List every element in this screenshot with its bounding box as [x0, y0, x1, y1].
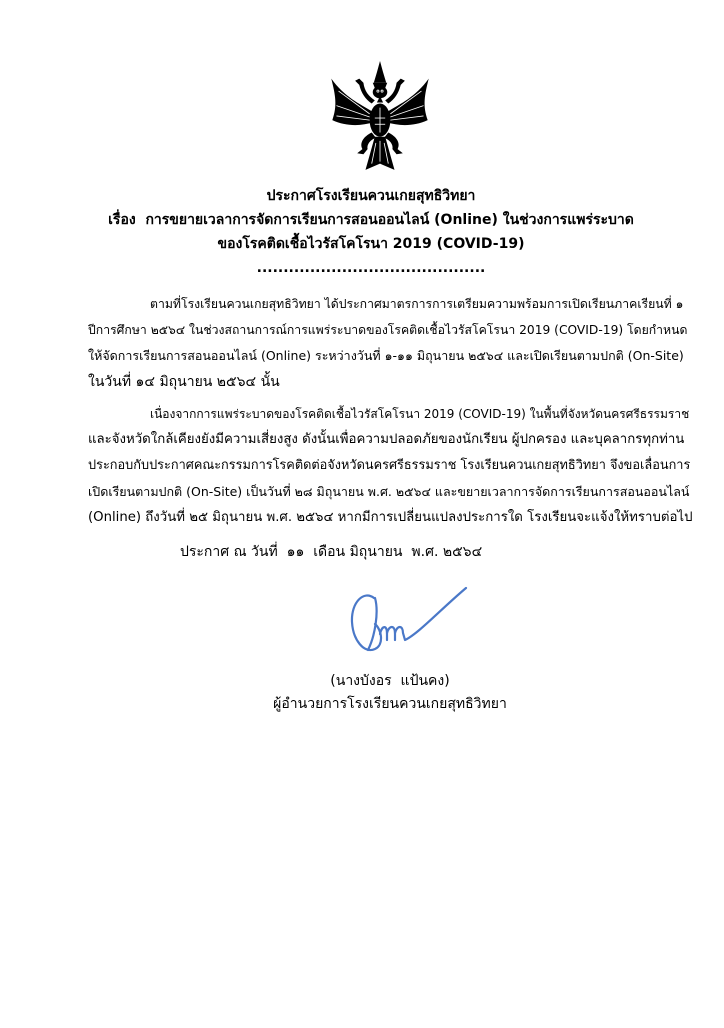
- paragraph-line: ปีการศึกษา ๒๕๖๔ ในช่วงสถานการณ์การแพร่ระบาดของโรคติดเชื้อไวรัสโคโรนา 2019 (COVID-19) โดยกำหนด: [88, 323, 688, 337]
- paragraph-decision: [88, 401, 692, 531]
- signatory-block: [190, 670, 590, 716]
- paragraph-line: เปิดเรียนตามปกติ (On-Site) เป็นวันที่ ๒๘ มิถุนายน พ.ศ. ๒๕๖๔ และขยายเวลาการจัดการเรียนการสอนออนไลน์: [88, 484, 690, 499]
- dotted-separator: ...........................................: [256, 260, 486, 276]
- announcement-header: [40, 184, 702, 280]
- garuda-emblem-icon: [328, 60, 432, 174]
- paragraph-line: ให้จัดการเรียนการสอนออนไลน์ (Online) ระหว่างวันที่ ๑-๑๑ มิถุนายน ๒๕๖๔ และเปิดเรียนตามปกติ (On-Site): [88, 348, 684, 363]
- subject-line: เรื่อง การขยายเวลาการจัดการเรียนการสอนออนไลน์ (Online) ในช่วงการแพร่ระบาด: [108, 212, 634, 228]
- signatory-position: ผู้อำนวยการโรงเรียนควนเกยสุทธิวิทยา: [273, 696, 507, 712]
- announcement-date: ประกาศ ณ วันที่ ๑๑ เดือน มิถุนายน พ.ศ. ๒๕๖๔: [180, 544, 483, 560]
- announcement-title: ประกาศโรงเรียนควนเกยสุทธิวิทยา: [266, 188, 476, 204]
- paragraph-background: [88, 291, 692, 395]
- signatory-name: (นางบังอร แป้นคง): [330, 673, 450, 689]
- signature-icon: [344, 582, 470, 662]
- paragraph-line: ประกอบกับประกาศคณะกรรมการโรคติดต่อจังหวัดนครศรีธรรมราช โรงเรียนควนเกยสุทธิวิทยา จึงขอเลื่อนการ: [88, 458, 691, 473]
- subject-line-continued: ของโรคติดเชื้อไวรัสโคโรนา 2019 (COVID-19): [217, 236, 525, 252]
- paragraph-line: ตามที่โรงเรียนควนเกยสุทธิวิทยา ได้ประกาศมาตรการการเตรียมความพร้อมการเปิดเรียนภาคเรียนที่ ๑: [150, 297, 684, 311]
- paragraph-line: ในวันที่ ๑๔ มิถุนายน ๒๕๖๔ นั้น: [88, 374, 280, 390]
- paragraph-line: เนื่องจากการแพร่ระบาดของโรคติดเชื้อไวรัสโคโรนา 2019 (COVID-19) ในพื้นที่จังหวัดนครศรีธรรมราช: [150, 407, 690, 421]
- paragraph-line: (Online) ถึงวันที่ ๒๕ มิถุนายน พ.ศ. ๒๕๖๔ หากมีการเปลี่ยนแปลงประการใด โรงเรียนจะแจ้งให้ทราบต่อไป: [88, 510, 692, 525]
- paragraph-line: และจังหวัดใกล้เคียงยังมีความเสี่ยงสูง ดังนั้นเพื่อความปลอดภัยของนักเรียน ผู้ปกครอง และบุคลากรทุกท่าน: [88, 432, 685, 447]
